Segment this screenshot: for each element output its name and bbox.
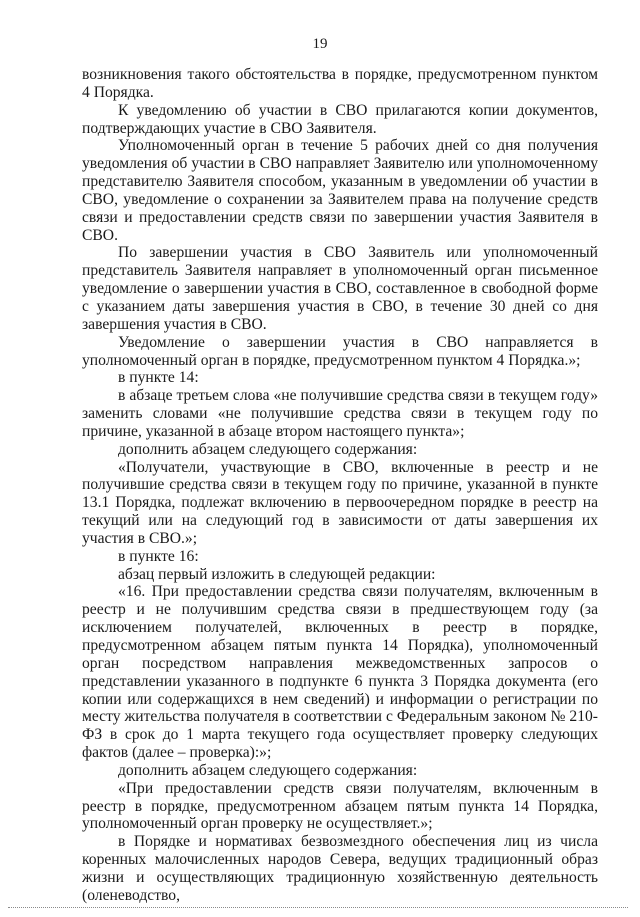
paragraph: К уведомлению об участии в СВО прилагаются копии документов, подтверждающих участие в СВО Заявителя. (82, 101, 598, 137)
document-body (82, 66, 598, 905)
paragraph: абзац первый изложить в следующей редакции: (118, 565, 436, 583)
paragraph: дополнить абзацем следующего содержания: (118, 761, 418, 779)
paragraph: «16. При предоставлении средства связи получателям, включенным в реестр и не получившим средства связи в предшествующем году (за исключением получателей, включенных в реестр в порядке, предусмотренном абзацем пятым пункта 14 Порядка), уполномоченный орган посредством направления межведомственных запросов о представлении указанного в подпункте 6 пункта 3 Порядка документа (его копии или содержащихся в нем сведений) и информации о регистрации по месту жительства получателя в соответствии с Федеральным законом № 210-ФЗ в срок до 1 марта текущего года осуществляет проверку следующих фактов (далее – проверка):»; (82, 583, 598, 762)
page-number: 19 (312, 36, 328, 52)
paragraph: в абзаце третьем слова «не получившие средства связи в текущем году» заменить словами «не получившие средства связи в текущем году по причине, указанной в абзаце втором настоящего пункта»; (82, 387, 598, 440)
paragraph: дополнить абзацем следующего содержания: (118, 440, 418, 458)
paragraph: возникновения такого обстоятельства в порядке, предусмотренном пунктом 4 Порядка. (82, 66, 598, 101)
paragraph: в Порядке и нормативах безвозмездного обеспечения лиц из числа коренных малочисленных народов Севера, ведущих традиционный образ жизни и осуществляющих традиционную хозяйственную деятельность (оленеводство, (82, 833, 598, 904)
paragraph: в пункте 16: (118, 547, 199, 565)
paragraph: «Получатели, участвующие в СВО, включенные в реестр и не получившие средства связи в текущем году по причине, указанной в пункте 13.1 Порядка, подлежат включению в первоочередном порядке в реестр на текущий или на следующий год в зависимости от даты завершения их участия в СВО.»; (82, 458, 598, 547)
paragraph: Уполномоченный орган в течение 5 рабочих дней со дня получения уведомления об участии в СВО направляет Заявителю или уполномоченному представителю Заявителя способом, указанным в уведомлении об участии в СВО, уведомление о сохранении за Заявителем права на получение средств связи и предоставлении средств связи по завершении участия Заявителя в СВО. (82, 137, 598, 244)
scan-edge-divider (8, 907, 628, 908)
paragraph: в пункте 14: (118, 369, 199, 387)
paragraph: «При предоставлении средств связи получателям, включенным в реестр в порядке, предусмотренном абзацем пятым пункта 14 Порядка, уполномоченный орган проверку не осуществляет.»; (82, 779, 598, 833)
paragraph: По завершении участия в СВО Заявитель или уполномоченный представитель Заявителя направляет в уполномоченный орган письменное уведомление о завершении участия в СВО, составленное в свободной форме с указанием даты завершения участия в СВО, в течение 30 дней со дня завершения участия в СВО. (82, 244, 598, 333)
paragraph: Уведомление о завершении участия в СВО направляется в уполномоченный орган в порядке, предусмотренном пунктом 4 Порядка.»; (82, 333, 598, 369)
